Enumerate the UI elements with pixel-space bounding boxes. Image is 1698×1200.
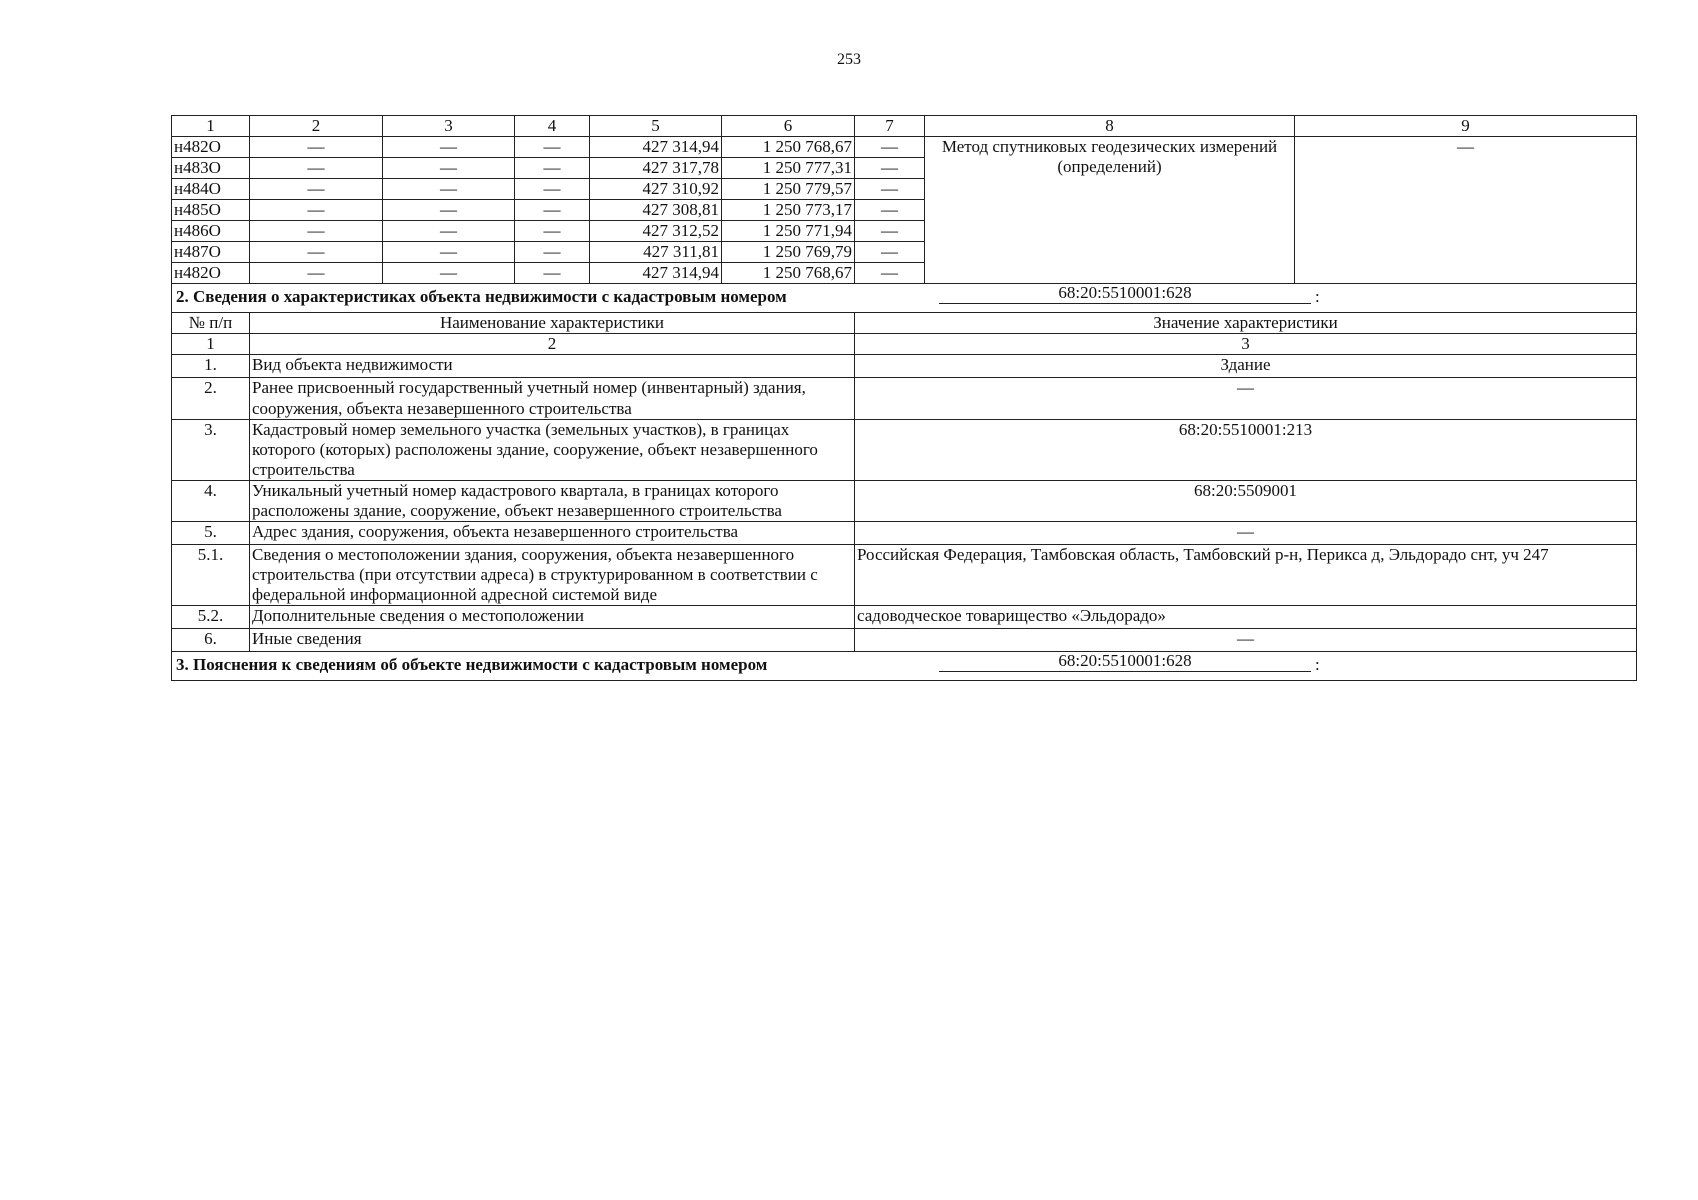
characteristic-value: Российская Федерация, Тамбовская область, Тамбовский р-н, Перикса д, Эльдорадо снт, уч 247 bbox=[855, 544, 1637, 605]
coord-y: 1 250 779,57 bbox=[722, 179, 855, 200]
point-name: н486О bbox=[172, 221, 250, 242]
coord-x: 427 308,81 bbox=[590, 200, 722, 221]
cell-dash: — bbox=[250, 200, 383, 221]
col-header-name: Наименование характеристики bbox=[250, 313, 855, 334]
row-number: 4. bbox=[172, 480, 250, 521]
section-2-heading-row bbox=[172, 284, 1637, 313]
coord-y: 1 250 773,17 bbox=[722, 200, 855, 221]
col-header-9: 9 bbox=[1295, 116, 1637, 137]
coord-x: 427 312,52 bbox=[590, 221, 722, 242]
document-table bbox=[171, 115, 1637, 681]
cell-dash: — bbox=[515, 200, 590, 221]
col-header-number: № п/п bbox=[172, 313, 250, 334]
row-number: 5. bbox=[172, 521, 250, 544]
cell-dash: — bbox=[250, 179, 383, 200]
coord-x: 427 310,92 bbox=[590, 179, 722, 200]
characteristic-value: 68:20:5509001 bbox=[855, 480, 1637, 521]
point-name: н484О bbox=[172, 179, 250, 200]
table-row bbox=[172, 378, 1637, 419]
page-number: 253 bbox=[837, 51, 861, 68]
coord-x: 427 317,78 bbox=[590, 158, 722, 179]
col-header-3: 3 bbox=[383, 116, 515, 137]
table-row bbox=[172, 521, 1637, 544]
cell-dash: — bbox=[383, 158, 515, 179]
cell-dash: — bbox=[855, 221, 925, 242]
section-2-title: 2. Сведения о характеристиках объекта недвижимости с кадастровым номером bbox=[176, 287, 787, 307]
characteristic-name: Адрес здания, сооружения, объекта незавершенного строительства bbox=[250, 521, 855, 544]
cell-dash: — bbox=[383, 221, 515, 242]
characteristic-name: Иные сведения bbox=[250, 628, 855, 651]
col-header-7: 7 bbox=[855, 116, 925, 137]
table-row bbox=[172, 544, 1637, 605]
characteristic-value: 68:20:5510001:213 bbox=[855, 419, 1637, 480]
characteristic-name: Вид объекта недвижимости bbox=[250, 355, 855, 378]
row-number: 1. bbox=[172, 355, 250, 378]
row-number: 2. bbox=[172, 378, 250, 419]
section-2-colon: : bbox=[1315, 287, 1320, 307]
table-row bbox=[172, 480, 1637, 521]
coords-header-row bbox=[172, 116, 1637, 137]
table-row bbox=[172, 137, 1637, 158]
section-3-cadastral-number: 68:20:5510001:628 bbox=[939, 652, 1311, 672]
characteristic-name: Дополнительные сведения о местоположении bbox=[250, 605, 855, 628]
coord-y: 1 250 768,67 bbox=[722, 137, 855, 158]
cell-dash: — bbox=[383, 137, 515, 158]
col-header-value: Значение характеристики bbox=[855, 313, 1637, 334]
col-header-1: 1 bbox=[172, 116, 250, 137]
coord-x: 427 314,94 bbox=[590, 263, 722, 284]
point-name: н483О bbox=[172, 158, 250, 179]
coord-y: 1 250 769,79 bbox=[722, 242, 855, 263]
cell-dash: — bbox=[250, 158, 383, 179]
cell-dash: — bbox=[250, 242, 383, 263]
section-3-heading bbox=[172, 651, 1637, 680]
coord-x: 427 314,94 bbox=[590, 137, 722, 158]
cell-dash: — bbox=[515, 158, 590, 179]
section-3-colon: : bbox=[1315, 654, 1320, 674]
coord-x: 427 311,81 bbox=[590, 242, 722, 263]
row-number: 6. bbox=[172, 628, 250, 651]
cell-dash: — bbox=[383, 179, 515, 200]
col-header-6: 6 bbox=[722, 116, 855, 137]
col-header-4: 4 bbox=[515, 116, 590, 137]
cell-dash: — bbox=[515, 221, 590, 242]
cell-dash: — bbox=[250, 221, 383, 242]
row-number: 5.1. bbox=[172, 544, 250, 605]
cell-dash: — bbox=[383, 200, 515, 221]
characteristic-value: — bbox=[855, 521, 1637, 544]
cell-dash: — bbox=[515, 242, 590, 263]
characteristic-name: Уникальный учетный номер кадастрового квартала, в границах которого расположены здание, сооружение, объект незавершенного строительства bbox=[250, 480, 855, 521]
cell-dash: — bbox=[250, 137, 383, 158]
col9-cell: — bbox=[1295, 137, 1637, 284]
characteristics-subheader-row bbox=[172, 334, 1637, 355]
section-2-heading bbox=[172, 284, 1637, 313]
cell-dash: — bbox=[855, 179, 925, 200]
cell-dash: — bbox=[515, 137, 590, 158]
row-number: 3. bbox=[172, 419, 250, 480]
point-name: н482О bbox=[172, 263, 250, 284]
cell-dash: — bbox=[855, 263, 925, 284]
col-header-8: 8 bbox=[925, 116, 1295, 137]
cell-dash: — bbox=[855, 200, 925, 221]
characteristic-name: Сведения о местоположении здания, сооружения, объекта незавершенного строительства (при отсутствии адреса) в структурированном в соответствии с федеральной информационной адресной системой виде bbox=[250, 544, 855, 605]
cell-dash: — bbox=[383, 242, 515, 263]
cell-dash: — bbox=[855, 242, 925, 263]
table-row bbox=[172, 628, 1637, 651]
characteristic-value: — bbox=[855, 378, 1637, 419]
point-name: н485О bbox=[172, 200, 250, 221]
col-header-5: 5 bbox=[590, 116, 722, 137]
cell-dash: — bbox=[855, 158, 925, 179]
col-subheader-2: 2 bbox=[250, 334, 855, 355]
method-cell: Метод спутниковых геодезических измерений (определений) bbox=[925, 137, 1295, 284]
cell-dash: — bbox=[855, 137, 925, 158]
characteristic-value: Здание bbox=[855, 355, 1637, 378]
section-3-title: 3. Пояснения к сведениям об объекте недвижимости с кадастровым номером bbox=[176, 654, 768, 674]
characteristic-name: Ранее присвоенный государственный учетный номер (инвентарный) здания, сооружения, объекта незавершенного строительства bbox=[250, 378, 855, 419]
characteristic-name: Кадастровый номер земельного участка (земельных участков), в границах которого (которых) расположены здание, сооружение, объект незавершенного строительства bbox=[250, 419, 855, 480]
characteristic-value: — bbox=[855, 628, 1637, 651]
characteristics-header-row bbox=[172, 313, 1637, 334]
point-name: н482О bbox=[172, 137, 250, 158]
cell-dash: — bbox=[515, 263, 590, 284]
coord-y: 1 250 768,67 bbox=[722, 263, 855, 284]
table-row bbox=[172, 419, 1637, 480]
cell-dash: — bbox=[383, 263, 515, 284]
col-subheader-3: 3 bbox=[855, 334, 1637, 355]
characteristic-value: садоводческое товарищество «Эльдорадо» bbox=[855, 605, 1637, 628]
row-number: 5.2. bbox=[172, 605, 250, 628]
coord-y: 1 250 771,94 bbox=[722, 221, 855, 242]
cell-dash: — bbox=[250, 263, 383, 284]
coord-y: 1 250 777,31 bbox=[722, 158, 855, 179]
table-row bbox=[172, 355, 1637, 378]
col-subheader-1: 1 bbox=[172, 334, 250, 355]
cell-dash: — bbox=[515, 179, 590, 200]
col-header-2: 2 bbox=[250, 116, 383, 137]
point-name: н487О bbox=[172, 242, 250, 263]
section-2-cadastral-number: 68:20:5510001:628 bbox=[939, 284, 1311, 304]
table-row bbox=[172, 605, 1637, 628]
section-3-heading-row bbox=[172, 651, 1637, 680]
